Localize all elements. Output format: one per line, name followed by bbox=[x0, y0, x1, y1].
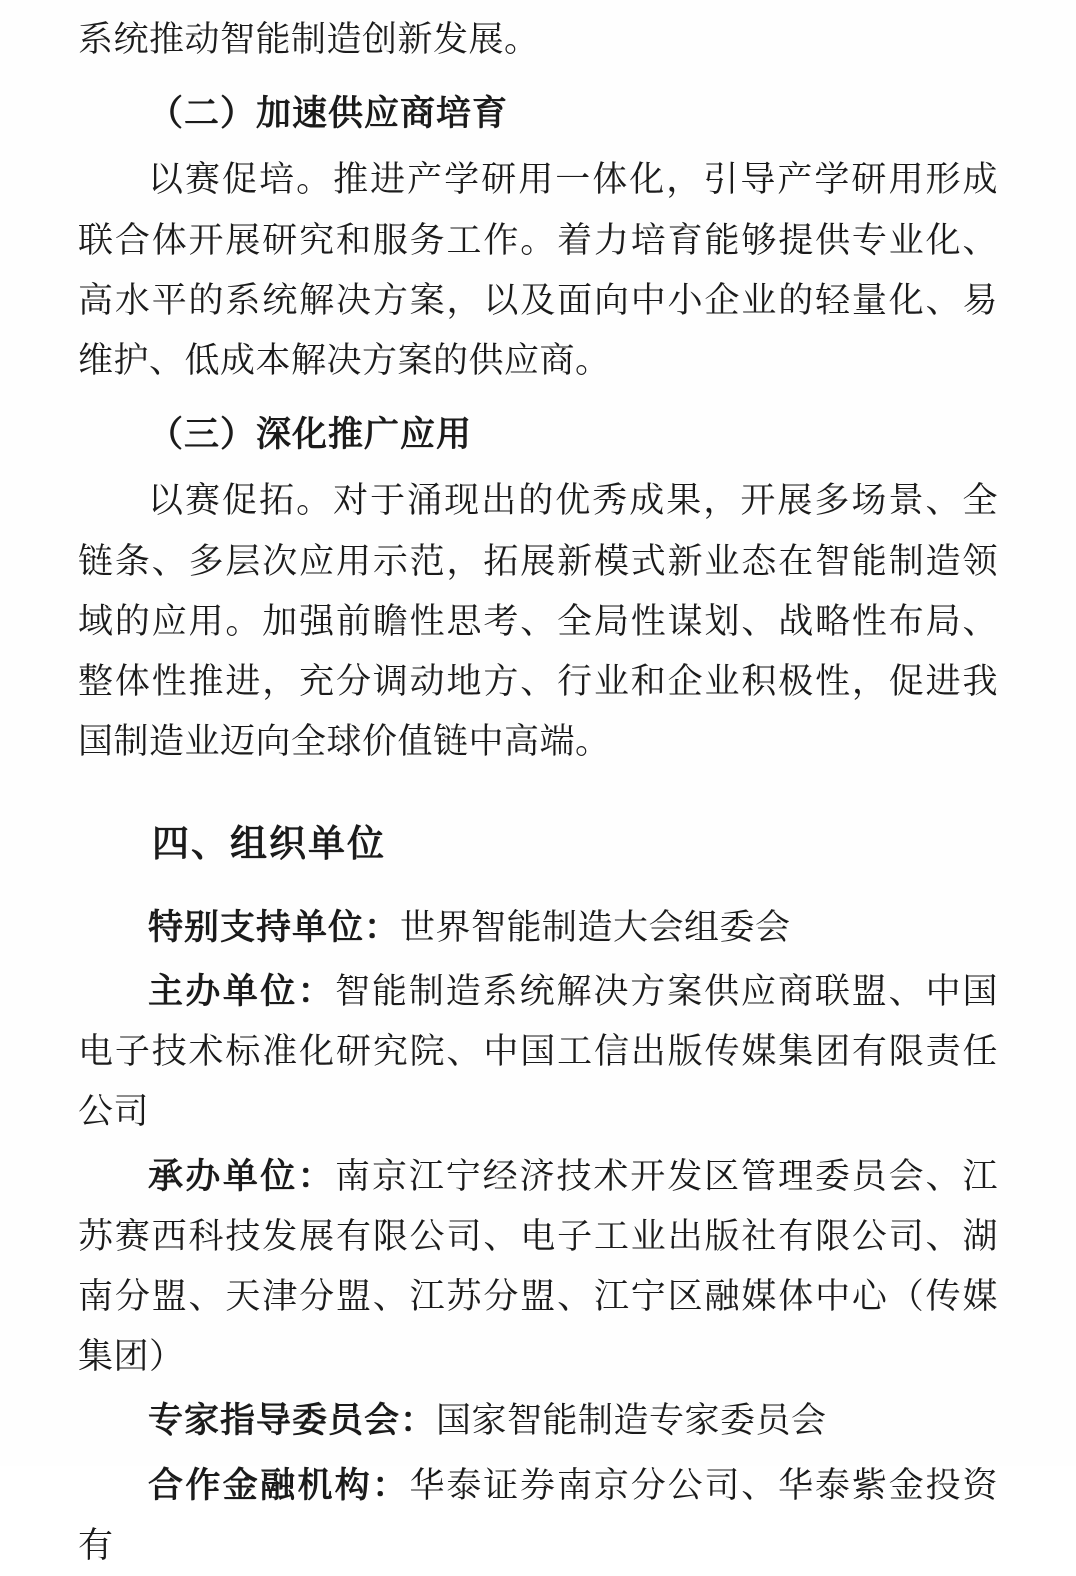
org-label-expert-committee: 专家指导委员会： bbox=[148, 1400, 437, 1442]
org-entry-financial-partner bbox=[78, 1456, 998, 1576]
section-paragraph-2: 以赛促培。推进产学研用一体化，引导产学研用形成联合体开展研究和服务工作。着力培育能够提供专业化、高水平的系统解决方案，以及面向中小企业的轻量化、易维护、低成本解决方案的供应商。 bbox=[78, 160, 998, 381]
org-value-organizer: 南京江宁经济技术开发区管理委员会、江苏赛西科技发展有限公司、电子工业出版社有限公司、湖南分盟、天津分盟、江苏分盟、江宁区融媒体中心（传媒集团） bbox=[78, 1156, 998, 1378]
org-value-financial-partner: 华泰证券南京分公司、华泰紫金投资有 bbox=[78, 1465, 998, 1566]
org-label-financial-partner: 合作金融机构： bbox=[148, 1464, 410, 1506]
org-entry-expert-committee bbox=[78, 1391, 998, 1451]
org-entry-host bbox=[78, 962, 998, 1143]
org-entry-special-support bbox=[78, 898, 998, 958]
org-label-special-support: 特别支持单位： bbox=[148, 906, 401, 948]
org-entry-organizer bbox=[78, 1147, 998, 1388]
org-value-host: 智能制造系统解决方案供应商联盟、中国电子技术标准化研究院、中国工信出版传媒集团有限责任公司 bbox=[78, 972, 998, 1133]
section-heading-3: （三）深化推广应用 bbox=[148, 414, 473, 456]
org-label-host: 主办单位： bbox=[148, 971, 336, 1013]
section-heading-2: （二）加速供应商培育 bbox=[148, 93, 509, 135]
org-value-special-support: 世界智能制造大会组委会 bbox=[400, 907, 791, 948]
org-label-organizer: 承办单位： bbox=[148, 1155, 336, 1197]
document-body bbox=[78, 10, 998, 1576]
continued-paragraph: 系统推动智能制造创新发展。 bbox=[78, 20, 540, 60]
org-value-expert-committee: 国家智能制造专家委员会 bbox=[436, 1401, 827, 1442]
section-paragraph-3: 以赛促拓。对于涌现出的优秀成果，开展多场景、全链条、多层次应用示范，拓展新模式新业态在智能制造领域的应用。加强前瞻性思考、全局性谋划、战略性布局、整体性推进，充分调动地方、行业和企业积极性，促进我国制造业迈向全球价值链中高端。 bbox=[78, 481, 998, 763]
organization-heading: 四、组织单位 bbox=[152, 821, 386, 866]
